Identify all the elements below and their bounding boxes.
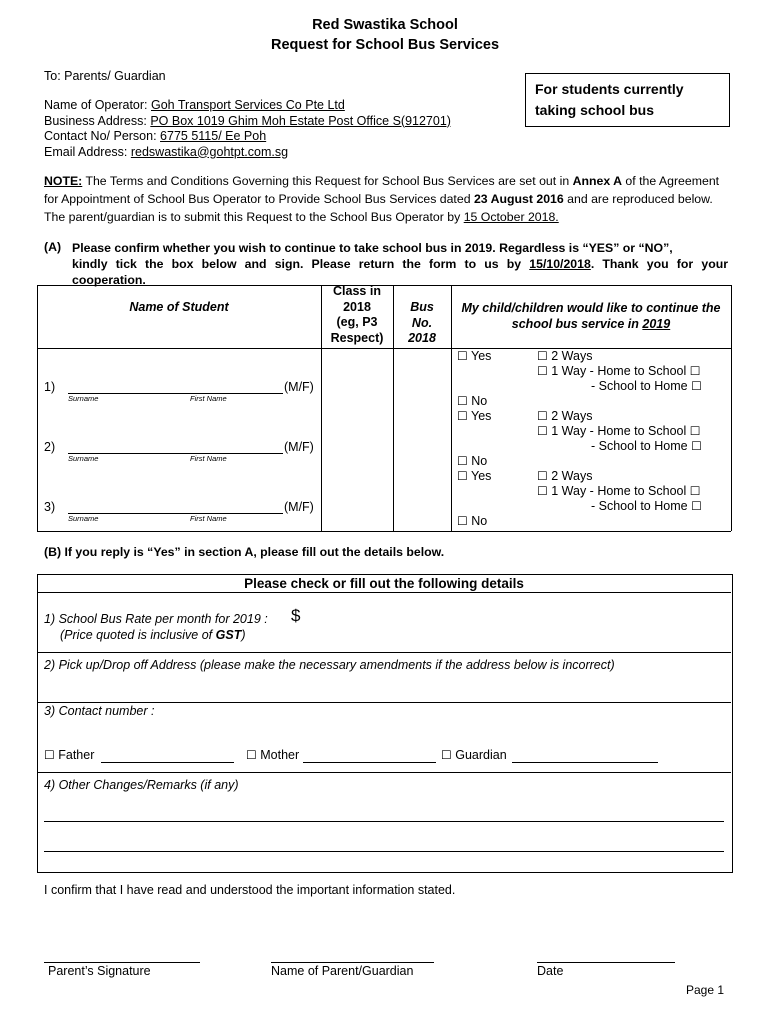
- notice-box: [525, 73, 730, 127]
- one-way-label: 1 Way - Home to School: [551, 364, 687, 378]
- student-name-line[interactable]: [68, 513, 283, 514]
- no-option[interactable]: [457, 394, 487, 408]
- col-continue-header: [451, 300, 731, 332]
- note-paragraph: [44, 172, 734, 226]
- no-label: No: [471, 454, 488, 468]
- date-line[interactable]: [537, 962, 675, 963]
- address-label: Business Address:: [44, 113, 147, 128]
- details-address-border: [37, 702, 731, 703]
- table-right-border: [731, 285, 732, 531]
- note-text-5: The parent/guardian is to submit this Request to the School Bus Operator by: [44, 210, 464, 224]
- email-label: Email Address:: [44, 144, 128, 159]
- two-ways-option[interactable]: [537, 349, 592, 363]
- bus-h1: Bus: [410, 300, 434, 314]
- checkbox-icon[interactable]: ☐: [457, 469, 468, 483]
- gender-label: (M/F): [284, 500, 314, 514]
- operator-email[interactable]: redswastika@gohtpt.com.sg: [130, 144, 289, 159]
- school-home-label: - School to Home: [591, 439, 688, 453]
- continue-year: 2019: [642, 317, 671, 331]
- school-home-option[interactable]: [591, 499, 702, 513]
- note-label: NOTE:: [44, 174, 83, 188]
- no-option[interactable]: [457, 514, 487, 528]
- gender-label: (M/F): [284, 380, 314, 394]
- col-class-header: [321, 284, 393, 346]
- notice-text: For students currently taking school bus: [535, 81, 684, 118]
- mother-label: Mother: [260, 748, 300, 762]
- checkbox-icon[interactable]: ☐: [457, 394, 468, 408]
- gender-label: (M/F): [284, 440, 314, 454]
- date-label: Date: [537, 964, 564, 978]
- father-option[interactable]: [44, 748, 94, 762]
- row-number: 2): [44, 440, 56, 454]
- class-h2: 2018: [343, 299, 371, 314]
- checkbox-icon[interactable]: ☐: [537, 409, 548, 423]
- parent-signature-line[interactable]: [44, 962, 200, 963]
- no-option[interactable]: [457, 454, 487, 468]
- section-a-line2a: kindly tick the box below and sign. Please return the form to us by: [72, 257, 530, 271]
- operator-name-label: Name of Operator:: [44, 98, 148, 112]
- guardian-label: Guardian: [455, 748, 507, 762]
- dollar-sign: $: [291, 606, 301, 625]
- two-ways-label: 2 Ways: [551, 349, 593, 363]
- row-number: 1): [44, 380, 56, 394]
- father-label: Father: [58, 748, 95, 762]
- student-name-line[interactable]: [68, 393, 283, 394]
- school-home-label: - School to Home: [591, 499, 688, 513]
- operator-address: PO Box 1019 Ghim Moh Estate Post Office S(912701): [150, 113, 451, 128]
- checkbox-icon[interactable]: ☐: [537, 364, 548, 378]
- checkbox-icon[interactable]: ☐: [457, 454, 468, 468]
- surname-label: Surname: [68, 514, 99, 523]
- section-b-text: (B) If you reply is “Yes” in section A, please fill out the details below.: [44, 545, 445, 559]
- checkbox-icon[interactable]: ☐: [457, 409, 468, 423]
- yes-label: Yes: [471, 349, 492, 363]
- parent-name-label: Name of Parent/Guardian: [271, 964, 414, 978]
- checkbox-icon[interactable]: ☐: [537, 349, 548, 363]
- checkbox-icon[interactable]: ☐: [246, 748, 257, 762]
- school-home-option[interactable]: [591, 439, 702, 453]
- yes-option[interactable]: [457, 469, 491, 483]
- no-label: No: [471, 394, 488, 408]
- address-label: 2) Pick up/Drop off Address (please make the necessary amendments if the address below is incorrect): [44, 658, 615, 672]
- father-contact-line[interactable]: [101, 762, 234, 763]
- checkbox-icon[interactable]: ☐: [691, 379, 702, 393]
- checkbox-icon[interactable]: ☐: [689, 484, 701, 498]
- checkbox-icon[interactable]: ☐: [689, 364, 701, 378]
- row-number: 3): [44, 500, 56, 514]
- school-name: Red Swastika School: [312, 17, 458, 33]
- operator-info: [44, 98, 451, 160]
- checkbox-icon[interactable]: ☐: [689, 424, 701, 438]
- checkbox-icon[interactable]: ☐: [441, 748, 452, 762]
- yes-label: Yes: [471, 409, 492, 423]
- section-a-line2b: . Thank you for your: [590, 257, 729, 271]
- agreement-date: 23 August 2016: [473, 192, 564, 206]
- student-name-line[interactable]: [68, 453, 283, 454]
- page-number: Page 1: [686, 983, 725, 997]
- firstname-label: First Name: [190, 514, 227, 523]
- contact-number-label: 3) Contact number :: [44, 704, 155, 718]
- bus-h2: No.: [411, 315, 433, 330]
- two-ways-label: 2 Ways: [551, 469, 593, 483]
- yes-option[interactable]: [457, 409, 491, 423]
- one-way-label: 1 Way - Home to School: [551, 424, 687, 438]
- checkbox-icon[interactable]: ☐: [457, 349, 468, 363]
- col-name-header: Name of Student: [129, 300, 229, 314]
- bus-rate-label: 1) School Bus Rate per month for 2019 :: [44, 612, 268, 626]
- parent-signature-label: Parent’s Signature: [48, 964, 151, 978]
- one-way-label: 1 Way - Home to School: [551, 484, 687, 498]
- surname-label: Surname: [68, 394, 99, 403]
- table-bottom-border: [37, 531, 731, 532]
- return-date: 15/10/2018: [529, 257, 591, 271]
- section-a-marker: (A): [44, 240, 62, 254]
- surname-label: Surname: [68, 454, 99, 463]
- two-ways-label: 2 Ways: [551, 409, 593, 423]
- table-left-border: [37, 285, 38, 531]
- checkbox-icon[interactable]: ☐: [537, 424, 548, 438]
- class-h1: Class in: [333, 284, 381, 298]
- checkbox-icon[interactable]: ☐: [691, 439, 702, 453]
- confirm-statement: I confirm that I have read and understood the important information stated.: [44, 883, 456, 897]
- operator-contact: 6775 5115/ Ee Poh: [160, 129, 267, 143]
- note-text-2: of the Agreement: [622, 174, 720, 188]
- remarks-line-1[interactable]: [44, 821, 724, 822]
- gst-note: [60, 628, 246, 642]
- annex-ref: Annex A: [572, 174, 622, 188]
- yes-label: Yes: [471, 469, 492, 483]
- remarks-label: 4) Other Changes/Remarks (if any): [44, 778, 239, 792]
- gst-note-text: (Price quoted is inclusive of: [60, 628, 216, 642]
- form-title: Request for School Bus Services: [270, 37, 500, 53]
- checkbox-icon[interactable]: ☐: [44, 748, 55, 762]
- note-text-4: and are reproduced below.: [563, 192, 713, 206]
- checkbox-icon[interactable]: ☐: [457, 514, 468, 528]
- section-a-line1: Please confirm whether you wish to continue to take school bus in 2019. Regardless is “YES” or “NO”,: [72, 241, 673, 255]
- yes-option[interactable]: [457, 349, 491, 363]
- school-home-label: - School to Home: [591, 379, 688, 393]
- no-label: No: [471, 514, 488, 528]
- bus-h3: 2018: [408, 331, 436, 345]
- checkbox-icon[interactable]: ☐: [537, 484, 548, 498]
- to-line: To: Parents/ Guardian: [44, 69, 166, 83]
- section-a-line3: cooperation.: [72, 273, 146, 287]
- continue-h2: school bus service in: [511, 317, 643, 331]
- remarks-line-2[interactable]: [44, 851, 724, 852]
- one-way-home-school-option[interactable]: [537, 364, 701, 378]
- class-h3: (eg, P3: [336, 315, 378, 329]
- details-heading: Please check or fill out the following details: [244, 576, 524, 591]
- details-contact-border: [37, 772, 731, 773]
- contact-label: Contact No/ Person:: [44, 129, 157, 143]
- firstname-label: First Name: [190, 454, 227, 463]
- checkbox-icon[interactable]: ☐: [691, 499, 702, 513]
- details-heading-border: [37, 592, 731, 593]
- one-way-home-school-option[interactable]: [537, 484, 701, 498]
- two-ways-option[interactable]: [537, 469, 592, 483]
- gst-note-end: ): [241, 628, 246, 642]
- deadline: 15 October 2018.: [463, 210, 559, 224]
- note-text-3: for Appointment of School Bus Operator to Provide School Bus Services dated: [44, 192, 474, 206]
- details-rate-border: [37, 652, 731, 653]
- firstname-label: First Name: [190, 394, 227, 403]
- guardian-option[interactable]: [441, 748, 507, 762]
- class-h4: Respect): [330, 330, 384, 345]
- operator-name: Goh Transport Services Co Pte Ltd: [151, 98, 345, 112]
- parent-name-line[interactable]: [271, 962, 434, 963]
- section-a-text: [72, 240, 728, 288]
- one-way-home-school-option[interactable]: [537, 424, 701, 438]
- table-header-border: [37, 348, 731, 349]
- gst-label: GST: [215, 628, 242, 642]
- note-text-1: The Terms and Conditions Governing this Request for School Bus Services are set out in: [82, 174, 573, 188]
- col-bus-header: [393, 300, 451, 347]
- mother-option[interactable]: [246, 748, 299, 762]
- two-ways-option[interactable]: [537, 409, 592, 423]
- school-home-option[interactable]: [591, 379, 702, 393]
- checkbox-icon[interactable]: ☐: [537, 469, 548, 483]
- mother-contact-line[interactable]: [303, 762, 436, 763]
- continue-h1: My child/children would like to continue the: [461, 301, 721, 315]
- guardian-contact-line[interactable]: [512, 762, 658, 763]
